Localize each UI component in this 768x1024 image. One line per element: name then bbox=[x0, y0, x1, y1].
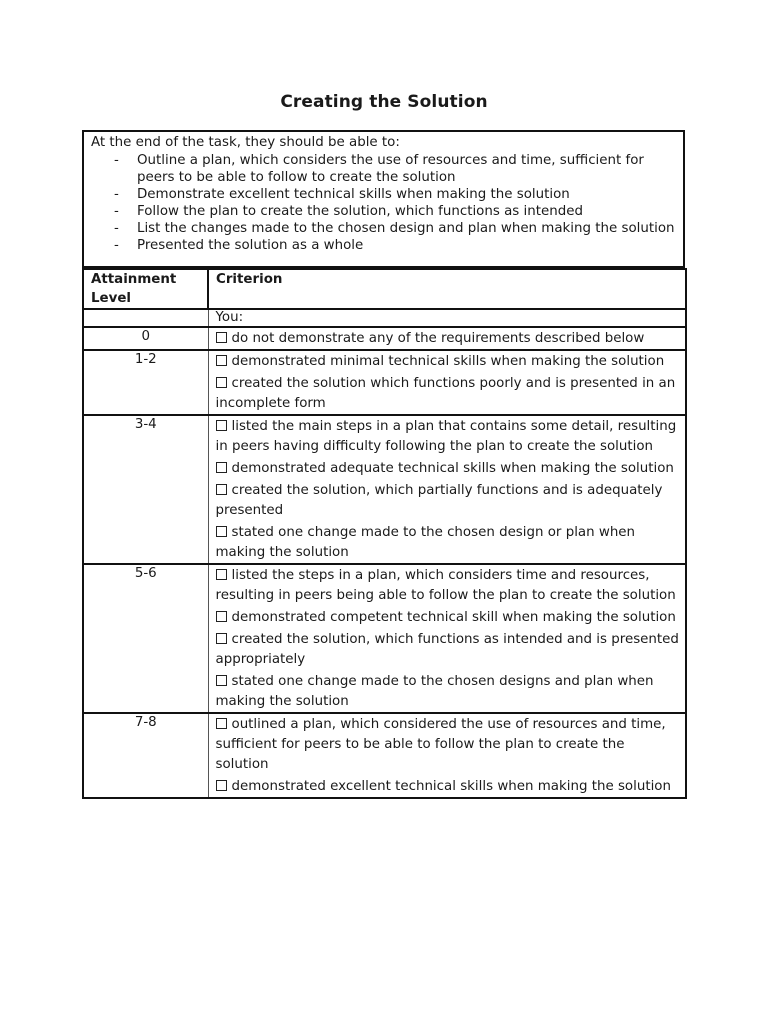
criterion-text: created the solution, which functions as intended and is presented appropriately bbox=[215, 632, 679, 667]
you-label: You: bbox=[208, 309, 686, 327]
criterion-item bbox=[216, 672, 682, 712]
criterion-cell bbox=[208, 415, 686, 564]
level-cell: 0 bbox=[83, 327, 208, 350]
criterion-item bbox=[216, 459, 682, 481]
criterion-text: created the solution, which partially functions and is adequately presented bbox=[215, 483, 663, 518]
criterion-text: outlined a plan, which considered the use of resources and time, sufficient for peers to be able to follow the plan to create the solution bbox=[215, 717, 666, 772]
level-cell: 1-2 bbox=[83, 350, 208, 415]
objective-text: Follow the plan to create the solution, which functions as intended bbox=[137, 204, 583, 219]
rubric-table bbox=[82, 268, 687, 799]
objective-text: List the changes made to the chosen design and plan when making the solution bbox=[137, 221, 675, 236]
criterion-item bbox=[216, 523, 682, 563]
criterion-item bbox=[216, 630, 682, 672]
objective-item bbox=[91, 237, 677, 254]
criterion-item bbox=[216, 481, 682, 523]
level-cell: 7-8 bbox=[83, 713, 208, 798]
table-row bbox=[83, 350, 686, 415]
criterion-text: stated one change made to the chosen designs and plan when making the solution bbox=[215, 674, 654, 709]
checkbox[interactable] bbox=[216, 462, 227, 473]
criterion-item bbox=[216, 328, 682, 349]
criterion-text: demonstrated competent technical skill when making the solution bbox=[231, 610, 676, 625]
dash-bullet: - bbox=[114, 187, 119, 202]
level-cell: 3-4 bbox=[83, 415, 208, 564]
criterion-item bbox=[216, 565, 682, 608]
criterion-item bbox=[216, 608, 682, 630]
checkbox[interactable] bbox=[216, 780, 227, 791]
criterion-item bbox=[216, 777, 682, 797]
criterion-item bbox=[216, 351, 682, 374]
you-row-empty-cell bbox=[83, 309, 208, 327]
table-row bbox=[83, 327, 686, 350]
criterion-text: created the solution which functions poorly and is presented in an incomplete form bbox=[215, 376, 676, 411]
dash-bullet: - bbox=[114, 221, 119, 236]
objective-item bbox=[91, 220, 677, 237]
header-attainment-level: Attainment Level bbox=[83, 269, 208, 309]
objectives-list bbox=[91, 152, 677, 254]
table-row bbox=[83, 713, 686, 798]
criterion-cell bbox=[208, 350, 686, 415]
level-cell: 5-6 bbox=[83, 564, 208, 713]
criterion-cell bbox=[208, 713, 686, 798]
checkbox[interactable] bbox=[216, 718, 227, 729]
criterion-item bbox=[216, 416, 682, 459]
dash-bullet: - bbox=[114, 153, 119, 168]
objective-item bbox=[91, 152, 677, 186]
rubric-sheet bbox=[82, 130, 685, 799]
criterion-item bbox=[216, 714, 682, 777]
checkbox[interactable] bbox=[216, 355, 227, 366]
table-header-row bbox=[83, 269, 686, 309]
criterion-text: demonstrated excellent technical skills when making the solution bbox=[231, 779, 671, 794]
criterion-text: stated one change made to the chosen design or plan when making the solution bbox=[215, 525, 636, 560]
checkbox[interactable] bbox=[216, 484, 227, 495]
objectives-box bbox=[82, 130, 685, 268]
objective-item bbox=[91, 186, 677, 203]
checkbox[interactable] bbox=[216, 420, 227, 431]
checkbox[interactable] bbox=[216, 633, 227, 644]
criterion-text: demonstrated adequate technical skills when making the solution bbox=[231, 461, 674, 476]
objective-text: Presented the solution as a whole bbox=[137, 238, 364, 253]
checkbox[interactable] bbox=[216, 332, 227, 343]
checkbox[interactable] bbox=[216, 569, 227, 580]
objectives-lead: At the end of the task, they should be able to: bbox=[91, 135, 400, 150]
criterion-text: demonstrated minimal technical skills when making the solution bbox=[231, 354, 665, 369]
criterion-text: listed the steps in a plan, which considers time and resources, resulting in peers being able to follow the plan to create the solution bbox=[215, 568, 676, 603]
header-criterion: Criterion bbox=[208, 269, 686, 309]
objective-text: Demonstrate excellent technical skills when making the solution bbox=[137, 187, 570, 202]
you-row bbox=[83, 309, 686, 327]
criterion-text: do not demonstrate any of the requirements described below bbox=[231, 331, 645, 346]
table-row bbox=[83, 564, 686, 713]
criterion-cell bbox=[208, 327, 686, 350]
document-title: Creating the Solution bbox=[280, 92, 488, 112]
checkbox[interactable] bbox=[216, 377, 227, 388]
dash-bullet: - bbox=[114, 204, 119, 219]
criterion-cell bbox=[208, 564, 686, 713]
criterion-item bbox=[216, 374, 682, 414]
objective-item bbox=[91, 203, 677, 220]
checkbox[interactable] bbox=[216, 526, 227, 537]
table-row bbox=[83, 415, 686, 564]
dash-bullet: - bbox=[114, 238, 119, 253]
checkbox[interactable] bbox=[216, 675, 227, 686]
objective-text: Outline a plan, which considers the use of resources and time, sufficient for peers to be able to follow to create the solution bbox=[137, 153, 644, 185]
criterion-text: listed the main steps in a plan that contains some detail, resulting in peers having difficulty following the plan to create the solution bbox=[215, 419, 677, 454]
checkbox[interactable] bbox=[216, 611, 227, 622]
